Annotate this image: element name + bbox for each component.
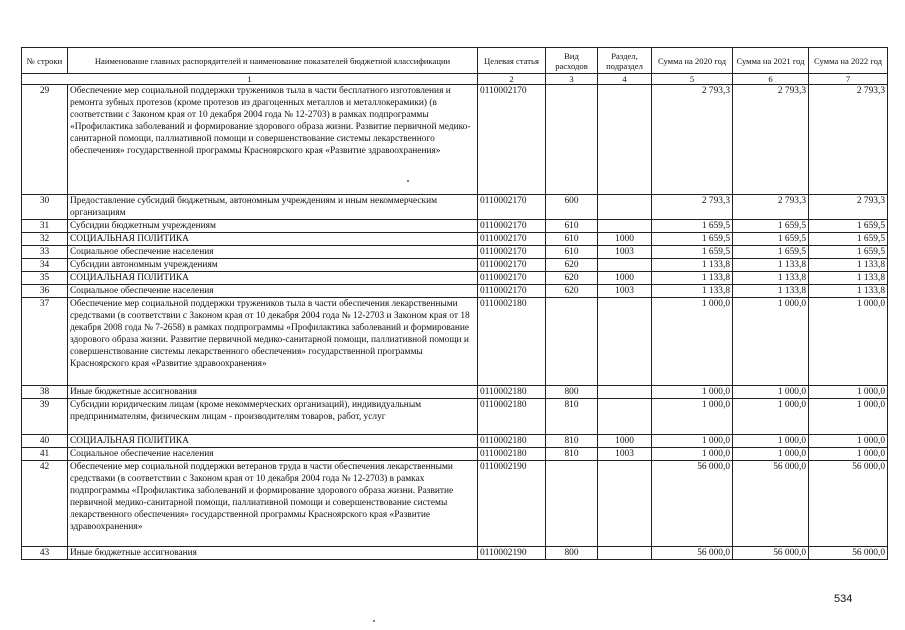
row-sum-2022: 1 000,0 — [809, 298, 888, 386]
header-name: Наименование главных распорядителей и наименование показателей бюджетной классификации — [68, 48, 478, 74]
row-section — [598, 195, 652, 220]
table-row — [22, 399, 888, 435]
row-expense-type: 810 — [546, 448, 598, 461]
row-number: 29 — [22, 85, 68, 195]
table-row — [22, 448, 888, 461]
row-section — [598, 298, 652, 386]
row-name: Предоставление субсидий бюджетным, автономным учреждениям и иным некоммерческим организациям — [68, 195, 478, 220]
row-number: 42 — [22, 461, 68, 547]
row-section: 1003 — [598, 285, 652, 298]
header-type: Вид расходов — [546, 48, 598, 74]
row-sum-2020: 1 133,8 — [652, 285, 733, 298]
scan-speck — [373, 620, 375, 622]
row-sum-2022: 1 659,5 — [809, 220, 888, 233]
row-expense-type: 810 — [546, 399, 598, 435]
row-expense-type — [546, 298, 598, 386]
row-target-code: 0110002170 — [478, 246, 546, 259]
row-expense-type: 610 — [546, 233, 598, 246]
table-row — [22, 272, 888, 285]
row-target-code: 0110002180 — [478, 448, 546, 461]
row-sum-2020: 1 133,8 — [652, 259, 733, 272]
row-name: Обеспечение мер социальной поддержки ветеранов труда в части обеспечения лекарственными средствами (в соответствии с Законом края от 10 декабря 2004 года № 12-2703) в рамках подпрограммы «Профилактика заболеваний и формирование здорового образа жизни. Развитие первичной медико-санитарной помощи, паллиативной помощи и совершенствование системы лекарственного обеспечения» государственной программы Красноярского края «Развитие здравоохранения» — [68, 461, 478, 547]
table-row — [22, 461, 888, 547]
row-name: Социальное обеспечение населения — [68, 285, 478, 298]
row-target-code: 0110002170 — [478, 233, 546, 246]
header-sum-2020: Сумма на 2020 год — [652, 48, 733, 74]
table-row — [22, 233, 888, 246]
table-row — [22, 246, 888, 259]
row-sum-2022: 1 000,0 — [809, 399, 888, 435]
row-name: Субсидии юридическим лицам (кроме некоммерческих организаций), индивидуальным предпринимателям, физическим лицам - производителям товаров, работ, услуг — [68, 399, 478, 435]
row-sum-2020: 1 000,0 — [652, 435, 733, 448]
row-number: 43 — [22, 547, 68, 560]
row-sum-2021: 1 000,0 — [733, 448, 809, 461]
row-sum-2022: 1 000,0 — [809, 386, 888, 399]
row-number: 34 — [22, 259, 68, 272]
row-sum-2020: 1 000,0 — [652, 386, 733, 399]
row-section — [598, 85, 652, 195]
row-sum-2020: 56 000,0 — [652, 461, 733, 547]
row-sum-2021: 1 000,0 — [733, 399, 809, 435]
row-target-code: 0110002170 — [478, 272, 546, 285]
row-expense-type — [546, 461, 598, 547]
table-row — [22, 435, 888, 448]
column-number: 5 — [652, 74, 733, 85]
row-number: 38 — [22, 386, 68, 399]
row-sum-2021: 2 793,3 — [733, 195, 809, 220]
header-section: Раздел, подраздел — [598, 48, 652, 74]
row-sum-2021: 1 659,5 — [733, 246, 809, 259]
header-row-no: № строки — [22, 48, 68, 74]
row-sum-2022: 56 000,0 — [809, 547, 888, 560]
row-target-code: 0110002170 — [478, 259, 546, 272]
row-name: Субсидии автономным учреждениям — [68, 259, 478, 272]
row-sum-2020: 2 793,3 — [652, 195, 733, 220]
row-name: Социальное обеспечение населения — [68, 246, 478, 259]
row-target-code: 0110002190 — [478, 461, 546, 547]
scan-speck — [407, 180, 409, 182]
row-sum-2021: 1 133,8 — [733, 285, 809, 298]
row-section: 1000 — [598, 233, 652, 246]
row-expense-type: 620 — [546, 285, 598, 298]
row-sum-2022: 56 000,0 — [809, 461, 888, 547]
table-row — [22, 259, 888, 272]
row-name: Обеспечение мер социальной поддержки тружеников тыла в части бесплатного изготовления и ремонта зубных протезов (кроме протезов из драгоценных металлов и металлокерамики) (в соответствии с Законом края от 10 декабря 2004 года № 12-2703) в рамках подпрограммы «Профилактика заболеваний и формирование здорового образа жизни. Развитие первичной медико-санитарной помощи, паллиативной помощи и совершенствование системы лекарственного обеспечения» государственной программы Красноярского края «Развитие здравоохранения» — [68, 85, 478, 195]
row-sum-2021: 1 000,0 — [733, 435, 809, 448]
row-section: 1003 — [598, 448, 652, 461]
row-sum-2020: 2 793,3 — [652, 85, 733, 195]
table-body — [22, 85, 888, 560]
row-target-code: 0110002170 — [478, 285, 546, 298]
row-section: 1000 — [598, 435, 652, 448]
row-sum-2020: 56 000,0 — [652, 547, 733, 560]
row-name: Иные бюджетные ассигнования — [68, 386, 478, 399]
row-number: 36 — [22, 285, 68, 298]
row-section — [598, 461, 652, 547]
budget-table — [21, 47, 888, 560]
row-section — [598, 259, 652, 272]
row-expense-type: 620 — [546, 259, 598, 272]
row-sum-2022: 1 659,5 — [809, 233, 888, 246]
table-row — [22, 298, 888, 386]
row-target-code: 0110002180 — [478, 298, 546, 386]
row-target-code: 0110002170 — [478, 195, 546, 220]
row-target-code: 0110002180 — [478, 386, 546, 399]
column-number: 1 — [22, 74, 478, 85]
row-sum-2021: 1 133,8 — [733, 259, 809, 272]
column-number: 2 — [478, 74, 546, 85]
row-expense-type: 800 — [546, 386, 598, 399]
row-section — [598, 220, 652, 233]
page-number: 534 — [834, 593, 853, 605]
row-sum-2021: 1 133,8 — [733, 272, 809, 285]
row-target-code: 0110002180 — [478, 399, 546, 435]
row-target-code: 0110002170 — [478, 85, 546, 195]
row-section: 1003 — [598, 246, 652, 259]
row-expense-type: 620 — [546, 272, 598, 285]
row-sum-2021: 56 000,0 — [733, 461, 809, 547]
row-number: 32 — [22, 233, 68, 246]
row-section — [598, 547, 652, 560]
table-row — [22, 220, 888, 233]
header-target: Целевая статья — [478, 48, 546, 74]
row-target-code: 0110002170 — [478, 220, 546, 233]
table-row — [22, 547, 888, 560]
table-header — [22, 48, 888, 85]
row-number: 31 — [22, 220, 68, 233]
row-number: 33 — [22, 246, 68, 259]
header-sum-2022: Сумма на 2022 год — [809, 48, 888, 74]
row-sum-2022: 2 793,3 — [809, 195, 888, 220]
row-sum-2021: 1 000,0 — [733, 298, 809, 386]
row-sum-2020: 1 659,5 — [652, 246, 733, 259]
row-sum-2021: 1 659,5 — [733, 220, 809, 233]
row-expense-type: 810 — [546, 435, 598, 448]
row-number: 37 — [22, 298, 68, 386]
row-expense-type: 610 — [546, 220, 598, 233]
row-sum-2021: 1 659,5 — [733, 233, 809, 246]
column-number: 7 — [809, 74, 888, 85]
row-sum-2020: 1 000,0 — [652, 448, 733, 461]
table-row — [22, 85, 888, 195]
row-name: Обеспечение мер социальной поддержки тружеников тыла в части обеспечения лекарственными средствами (в соответствии с Законом края от 10 декабря 2004 года № 12-2703 и Законом края от 18 декабря 2008 года № 7-2658) в рамках подпрограммы «Профилактика заболеваний и формирование здорового образа жизни. Развитие первичной медико-санитарной помощи, паллиативной помощи и совершенствование системы лекарственного обеспечения» государственной программы Красноярского края «Развитие здравоохранения» — [68, 298, 478, 386]
row-sum-2020: 1 659,5 — [652, 220, 733, 233]
row-section — [598, 399, 652, 435]
row-sum-2021: 56 000,0 — [733, 547, 809, 560]
row-number: 40 — [22, 435, 68, 448]
row-section — [598, 386, 652, 399]
row-sum-2021: 1 000,0 — [733, 386, 809, 399]
table-row — [22, 195, 888, 220]
column-number: 4 — [598, 74, 652, 85]
row-sum-2022: 1 659,5 — [809, 246, 888, 259]
row-number: 39 — [22, 399, 68, 435]
row-expense-type — [546, 85, 598, 195]
row-sum-2020: 1 659,5 — [652, 233, 733, 246]
row-section: 1000 — [598, 272, 652, 285]
row-target-code: 0110002180 — [478, 435, 546, 448]
column-number: 3 — [546, 74, 598, 85]
column-number: 6 — [733, 74, 809, 85]
row-sum-2020: 1 000,0 — [652, 399, 733, 435]
row-name: СОЦИАЛЬНАЯ ПОЛИТИКА — [68, 233, 478, 246]
row-number: 35 — [22, 272, 68, 285]
row-expense-type: 610 — [546, 246, 598, 259]
row-sum-2020: 1 133,8 — [652, 272, 733, 285]
header-sum-2021: Сумма на 2021 год — [733, 48, 809, 74]
column-numbers-row — [22, 74, 888, 85]
row-sum-2022: 1 000,0 — [809, 448, 888, 461]
table-row — [22, 285, 888, 298]
row-expense-type: 600 — [546, 195, 598, 220]
row-sum-2022: 1 000,0 — [809, 435, 888, 448]
table-row — [22, 386, 888, 399]
row-expense-type: 800 — [546, 547, 598, 560]
row-sum-2022: 1 133,8 — [809, 272, 888, 285]
row-number: 30 — [22, 195, 68, 220]
row-name: Субсидии бюджетным учреждениям — [68, 220, 478, 233]
row-sum-2022: 2 793,3 — [809, 85, 888, 195]
row-sum-2021: 2 793,3 — [733, 85, 809, 195]
row-sum-2020: 1 000,0 — [652, 298, 733, 386]
row-number: 41 — [22, 448, 68, 461]
row-name: Социальное обеспечение населения — [68, 448, 478, 461]
row-name: СОЦИАЛЬНАЯ ПОЛИТИКА — [68, 435, 478, 448]
row-target-code: 0110002190 — [478, 547, 546, 560]
row-sum-2022: 1 133,8 — [809, 285, 888, 298]
row-sum-2022: 1 133,8 — [809, 259, 888, 272]
row-name: СОЦИАЛЬНАЯ ПОЛИТИКА — [68, 272, 478, 285]
row-name: Иные бюджетные ассигнования — [68, 547, 478, 560]
